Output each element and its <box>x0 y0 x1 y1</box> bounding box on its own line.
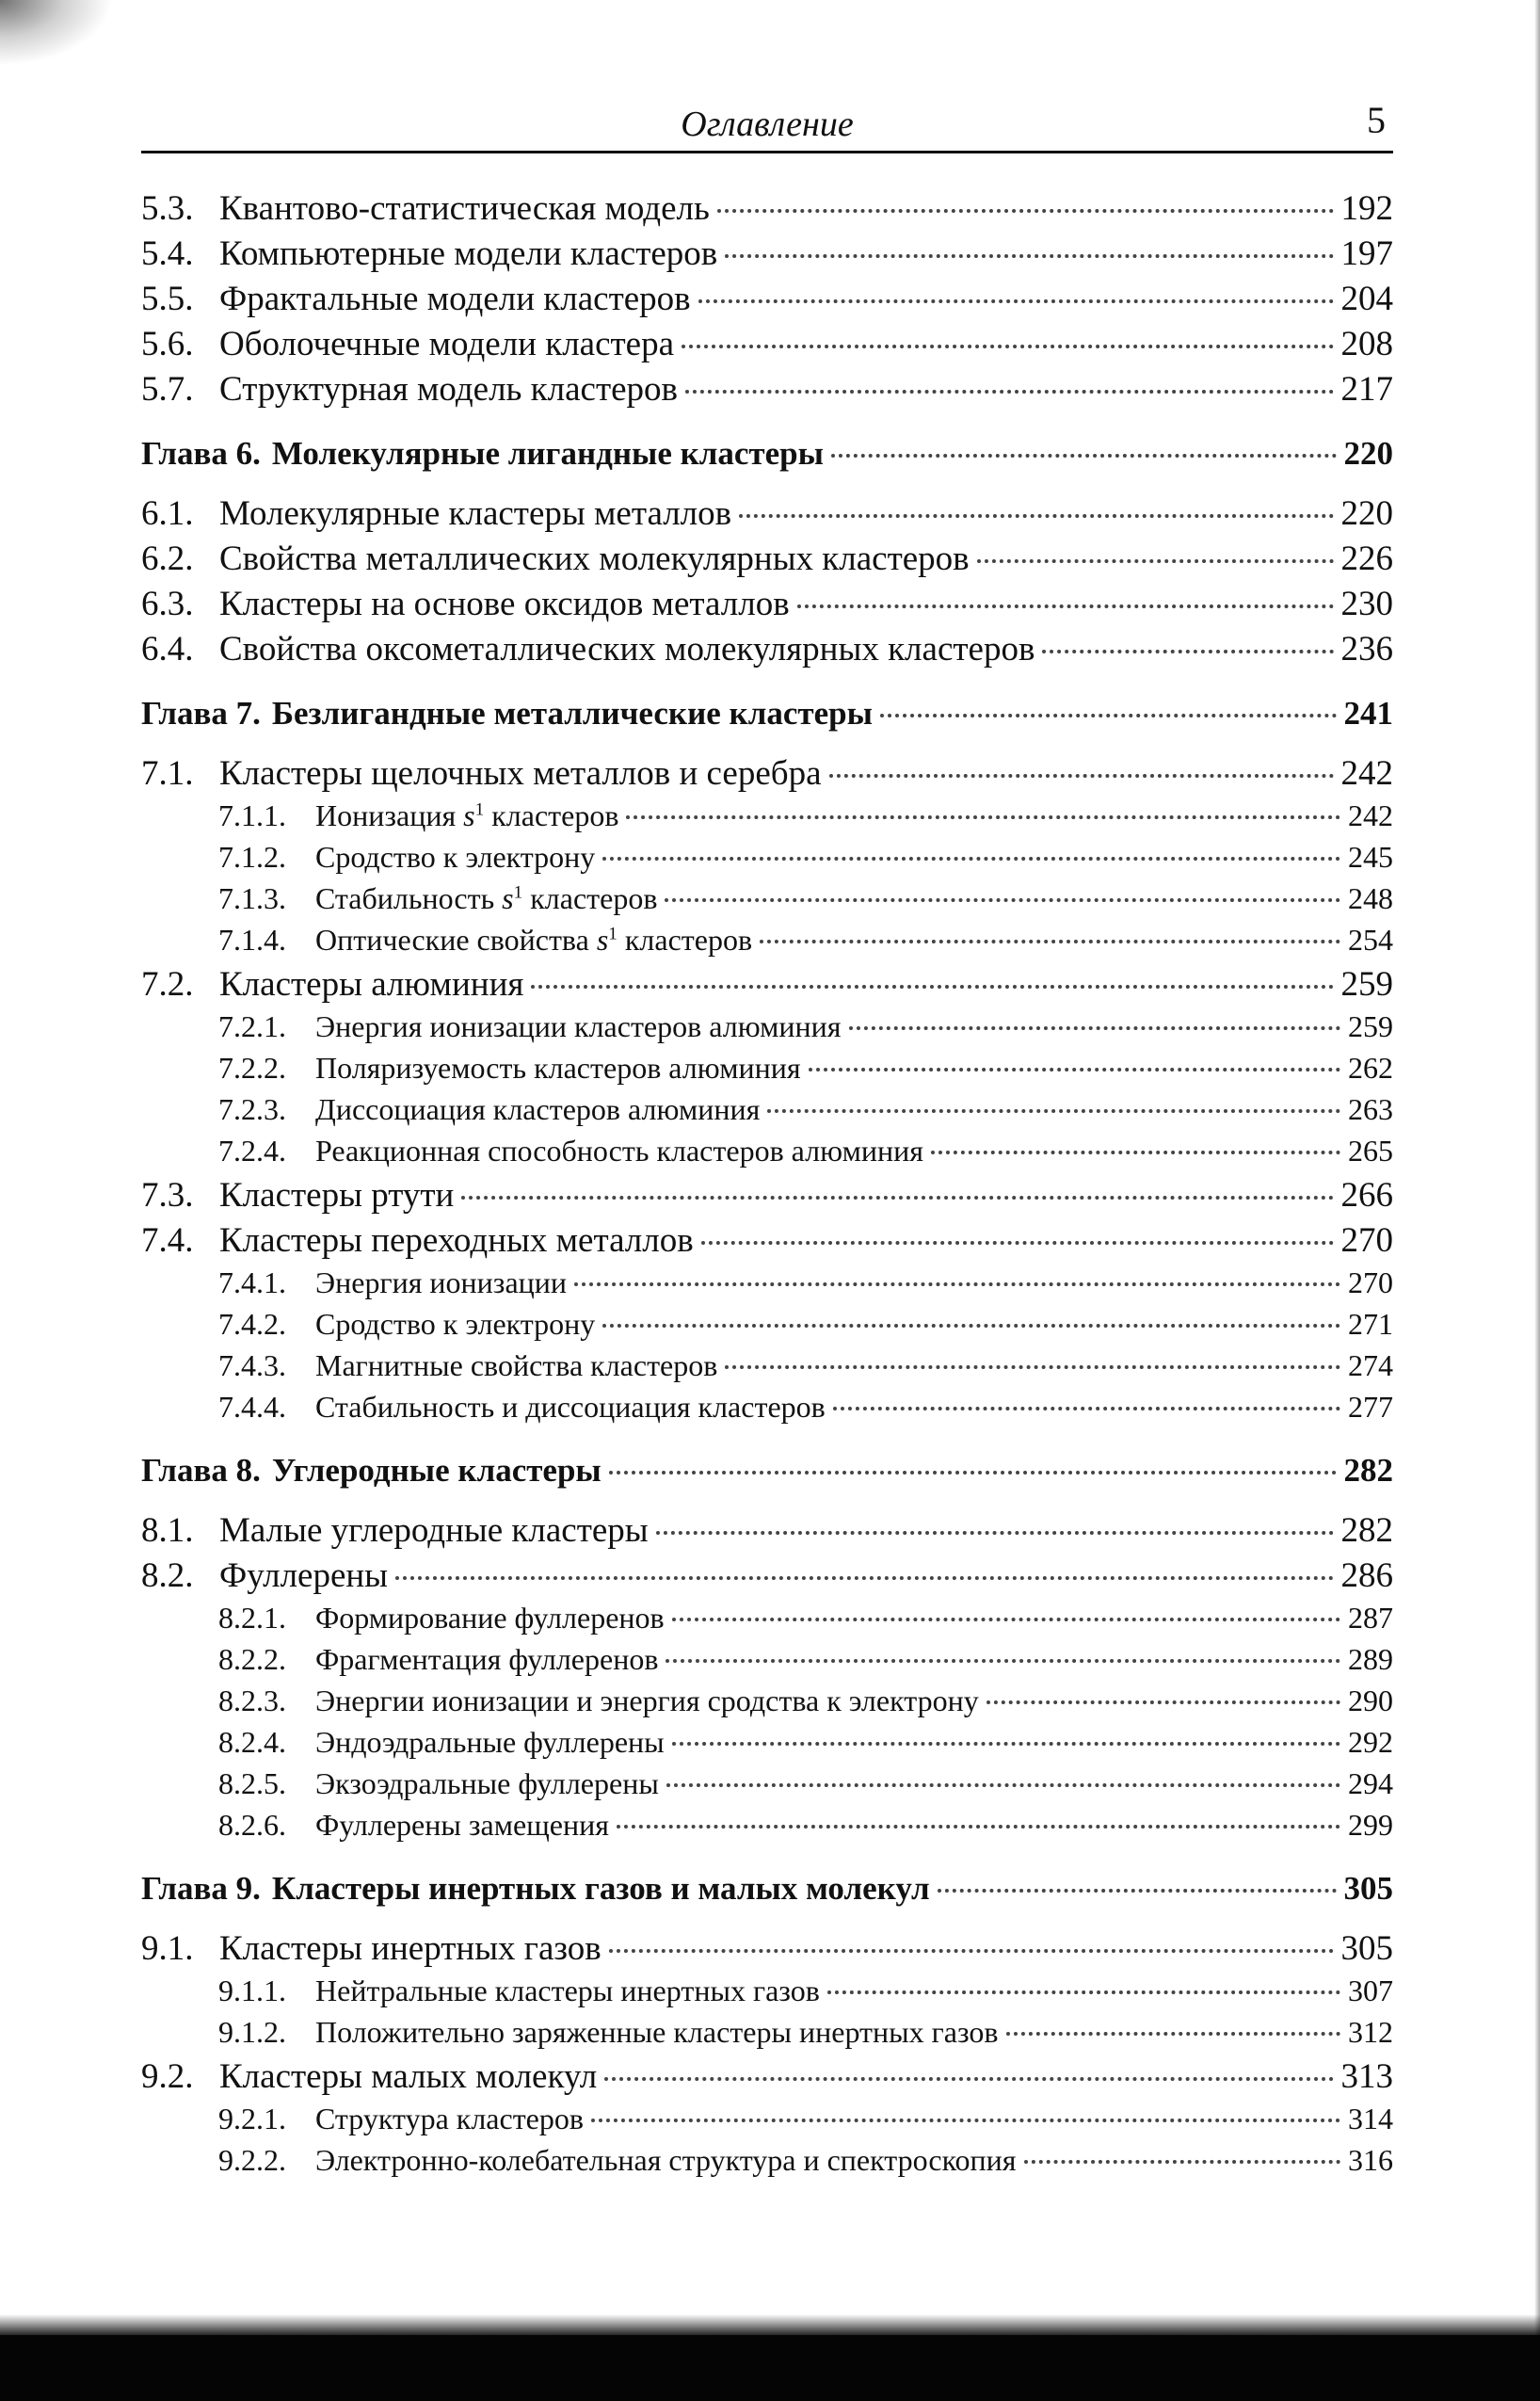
entry-number: 5.3. <box>141 189 194 228</box>
toc-entry-row <box>141 881 1393 923</box>
entry-page: 220 <box>1343 435 1393 472</box>
toc-entry-row <box>141 1974 1393 2015</box>
entry-page: 282 <box>1343 1452 1393 1489</box>
entry-title <box>315 2015 999 2050</box>
entry-title <box>219 234 717 274</box>
entry-title-text: Структурная модель кластеров <box>219 370 679 409</box>
formula-symbol: s <box>596 923 609 957</box>
entry-page: 259 <box>1340 965 1393 1004</box>
dot-leader <box>685 390 1333 394</box>
toc-entry-row <box>141 964 1393 1009</box>
toc-entry-row <box>141 1684 1393 1725</box>
entry-title <box>272 435 824 473</box>
entry-page: 230 <box>1340 585 1393 623</box>
entry-title <box>219 369 678 410</box>
entry-title-text: Оболочечные модели кластера <box>219 325 675 363</box>
entry-page: 197 <box>1340 234 1393 273</box>
entry-title-text: Свойства металлических молекулярных кластеров <box>219 540 970 578</box>
toc-chapter-row <box>141 695 1393 748</box>
entry-title <box>315 881 657 916</box>
entry-page: 192 <box>1340 189 1393 228</box>
entry-title-text: Безлигандные металлические кластеры <box>271 695 873 732</box>
entry-page: 316 <box>1348 2143 1393 2177</box>
entry-title-text: Стабильность и диссоциация кластеров <box>315 1390 826 1424</box>
dot-leader <box>665 898 1340 902</box>
toc-entry-row <box>141 2143 1393 2184</box>
entry-title-text: Компьютерные модели кластеров <box>219 234 718 273</box>
toc-entry-row <box>141 1808 1393 1849</box>
dot-leader <box>604 2077 1333 2081</box>
dot-leader <box>717 209 1334 213</box>
entry-number: 7.1.2. <box>218 840 286 874</box>
dot-leader <box>760 940 1340 943</box>
entry-title <box>315 1601 665 1636</box>
entry-number: 7.1.4. <box>218 923 286 957</box>
entry-page: 299 <box>1348 1808 1393 1842</box>
entry-number: 5.7. <box>141 370 194 409</box>
entry-title-tail: кластеров <box>491 798 619 832</box>
entry-title <box>219 629 1035 669</box>
entry-title-text: Малые углеродные кластеры <box>219 1511 649 1550</box>
toc-entry-row <box>141 1092 1393 1134</box>
entry-page: 313 <box>1340 2057 1393 2096</box>
toc-chapter-row <box>141 1870 1393 1923</box>
toc-entry-row <box>141 1220 1393 1265</box>
entry-page: 270 <box>1340 1221 1393 1260</box>
toc-entry-row <box>141 2056 1393 2102</box>
entry-page: 305 <box>1343 1870 1393 1907</box>
entry-title <box>219 188 710 229</box>
page-header <box>141 94 1393 153</box>
entry-number: 7.2. <box>141 965 194 1004</box>
entry-page: 242 <box>1348 798 1393 832</box>
dot-leader <box>849 1026 1340 1030</box>
toc-entry-row <box>141 539 1393 584</box>
entry-title <box>219 539 970 579</box>
entry-title <box>219 1555 388 1596</box>
dot-leader <box>987 1700 1340 1704</box>
entry-number: 7.1. <box>141 754 194 793</box>
entry-title-text: Положительно заряженные кластеры инертных газов <box>315 2015 999 2049</box>
entry-title <box>315 1390 826 1425</box>
toc-entry-row <box>141 629 1393 674</box>
entry-title <box>315 1134 923 1168</box>
entry-number: 6.1. <box>141 494 194 533</box>
toc-entry-row <box>141 1725 1393 1766</box>
entry-title <box>219 493 731 534</box>
entry-title-text: Диссоциация кластеров алюминия <box>315 1092 761 1126</box>
dot-leader <box>609 1471 1337 1474</box>
entry-title <box>272 1870 930 1908</box>
toc-entry-row <box>141 1601 1393 1642</box>
entry-title-text: Кластеры переходных металлов <box>219 1221 694 1260</box>
toc-entry-row <box>141 1265 1393 1307</box>
entry-page: 282 <box>1340 1511 1393 1550</box>
entry-page: 241 <box>1343 695 1393 732</box>
entry-page: 307 <box>1348 1974 1393 2007</box>
dot-leader <box>617 1825 1340 1829</box>
entry-title <box>315 1265 567 1300</box>
toc-entry-row <box>141 2015 1393 2056</box>
entry-title <box>315 1307 595 1342</box>
dot-leader <box>1042 650 1333 653</box>
entry-number: 7.2.1. <box>218 1009 286 1043</box>
toc-entry-row <box>141 840 1393 881</box>
entry-title <box>315 1725 665 1760</box>
entry-title-text: Энергии ионизации и энергия сродства к электрону <box>315 1684 979 1717</box>
entry-title-text: Формирование фуллеренов <box>315 1601 665 1635</box>
entry-title-text: Молекулярные лигандные кластеры <box>271 435 824 472</box>
entry-number: 7.1.3. <box>218 881 286 915</box>
toc-chapter-row <box>141 435 1393 488</box>
entry-page: 248 <box>1348 881 1393 915</box>
entry-number: Глава 6. <box>141 435 261 472</box>
entry-title <box>315 1642 658 1677</box>
entry-title-text: Магнитные свойства кластеров <box>315 1348 718 1382</box>
dot-leader <box>682 345 1333 348</box>
toc-entry-row <box>141 1928 1393 1974</box>
entry-number: 6.2. <box>141 540 194 578</box>
toc-entry-row <box>141 369 1393 414</box>
entry-title <box>315 1009 842 1044</box>
entry-number: 5.5. <box>141 280 194 318</box>
entry-title-text: Кластеры алюминия <box>219 965 524 1004</box>
entry-title-text: Кластеры щелочных металлов и серебра <box>219 754 822 793</box>
dot-leader <box>931 1151 1340 1154</box>
dot-leader <box>938 1889 1337 1893</box>
entry-number: 7.2.4. <box>218 1134 286 1168</box>
entry-page: 263 <box>1348 1092 1393 1126</box>
toc-entry-row <box>141 1642 1393 1684</box>
entry-title-text: Кластеры инертных газов <box>219 1929 602 1968</box>
toc-entry-row <box>141 753 1393 798</box>
entry-title <box>219 753 822 794</box>
entry-page: 270 <box>1348 1265 1393 1299</box>
entry-page: 242 <box>1340 754 1393 793</box>
entry-number: 9.2. <box>141 2057 194 2096</box>
entry-title <box>219 1175 454 1216</box>
entry-page: 220 <box>1340 494 1393 533</box>
entry-number: 6.3. <box>141 585 194 623</box>
entry-page: 265 <box>1348 1134 1393 1168</box>
entry-title <box>315 1092 760 1127</box>
entry-title <box>315 923 752 958</box>
entry-page: 266 <box>1340 1176 1393 1215</box>
toc-entry-row <box>141 188 1393 234</box>
entry-title <box>315 1051 801 1086</box>
entry-title <box>219 279 691 319</box>
toc-entry-row <box>141 584 1393 629</box>
entry-title-tail: кластеров <box>530 881 658 915</box>
entry-number: 7.2.3. <box>218 1092 286 1126</box>
entry-title <box>315 1348 717 1383</box>
entry-title <box>219 964 523 1005</box>
entry-number: 9.2.1. <box>218 2102 286 2135</box>
entry-number: 7.4. <box>141 1221 194 1260</box>
dot-leader <box>977 559 1334 563</box>
formula-symbol: s <box>463 798 475 832</box>
dot-leader <box>1024 2160 1341 2164</box>
entry-number: Глава 7. <box>141 695 261 732</box>
toc-entry-row <box>141 1307 1393 1348</box>
entry-number: 9.1. <box>141 1929 194 1968</box>
entry-number: 7.4.3. <box>218 1348 286 1382</box>
entry-number: Глава 9. <box>141 1870 261 1907</box>
entry-page: 226 <box>1340 540 1393 578</box>
dot-leader <box>666 1783 1340 1787</box>
entry-number: 5.6. <box>141 325 194 363</box>
dot-leader <box>602 1324 1340 1328</box>
entry-title-text: Фрагментация фуллеренов <box>315 1642 659 1676</box>
entry-page: 262 <box>1348 1051 1393 1085</box>
entry-title-text: Электронно-колебательная структура и спектроскопия <box>315 2143 1017 2177</box>
entry-page: 217 <box>1340 370 1393 409</box>
dot-leader <box>725 1365 1340 1369</box>
entry-page: 204 <box>1340 280 1393 318</box>
entry-number: 8.2. <box>141 1556 194 1595</box>
scan-bottom-edge <box>0 2335 1540 2401</box>
entry-title <box>315 2143 1017 2178</box>
entry-page: 290 <box>1348 1684 1393 1717</box>
entry-title <box>219 1220 694 1261</box>
formula-symbol: s <box>502 881 514 915</box>
dot-leader <box>725 254 1333 258</box>
dot-leader <box>701 1241 1334 1245</box>
entry-title <box>315 2102 584 2136</box>
entry-title-text: Углеродные кластеры <box>271 1452 602 1489</box>
entry-title <box>219 1510 649 1551</box>
entry-title <box>219 2056 597 2097</box>
running-title: Оглавление <box>681 105 854 144</box>
toc-entry-row <box>141 1348 1393 1390</box>
entry-title-text: Кластеры на основе оксидов металлов <box>219 585 790 623</box>
entry-page: 294 <box>1348 1766 1393 1800</box>
entry-number: 7.4.2. <box>218 1307 286 1341</box>
entry-page: 259 <box>1348 1009 1393 1043</box>
entry-number: 5.4. <box>141 234 194 273</box>
entry-title-text: Сродство к электрону <box>315 840 596 874</box>
dot-leader <box>591 2119 1340 2122</box>
entry-number: 7.4.1. <box>218 1265 286 1299</box>
toc-entry-row <box>141 279 1393 324</box>
toc-entry-row <box>141 798 1393 840</box>
entry-number: 8.2.3. <box>218 1684 286 1717</box>
entry-title-text: Ионизация <box>315 798 457 832</box>
toc-chapter-row <box>141 1452 1393 1505</box>
entry-title-text: Квантово-статистическая модель <box>219 189 710 228</box>
toc-entry-row <box>141 1051 1393 1092</box>
table-of-contents <box>141 188 1393 2184</box>
entry-title-text: Свойства оксометаллических молекулярных кластеров <box>219 630 1035 669</box>
entry-title-text: Оптические свойства <box>315 923 589 957</box>
entry-title <box>315 1766 659 1801</box>
entry-number: 8.2.4. <box>218 1725 286 1759</box>
toc-entry-row <box>141 1175 1393 1220</box>
entry-page: 289 <box>1348 1642 1393 1676</box>
entry-title-text: Экзоэдральные фуллерены <box>315 1766 659 1800</box>
entry-title <box>219 584 790 624</box>
toc-entry-row <box>141 2102 1393 2143</box>
scan-corner-shadow <box>0 0 113 66</box>
entry-page: 305 <box>1340 1929 1393 1968</box>
entry-number: 8.2.6. <box>218 1808 286 1842</box>
toc-entry-row <box>141 1555 1393 1601</box>
entry-page: 287 <box>1348 1601 1393 1635</box>
entry-title <box>315 798 618 833</box>
dot-leader <box>609 1949 1334 1953</box>
entry-title-text: Энергия ионизации кластеров алюминия <box>315 1009 842 1043</box>
entry-title-text: Кластеры инертных газов и малых молекул <box>271 1870 930 1907</box>
entry-title-tail: кластеров <box>624 923 753 957</box>
entry-number: 9.1.2. <box>218 2015 286 2049</box>
dot-leader <box>827 1990 1340 1994</box>
dot-leader <box>666 1659 1340 1663</box>
entry-page: 312 <box>1348 2015 1393 2049</box>
entry-number: 8.2.2. <box>218 1642 286 1676</box>
dot-leader <box>574 1282 1340 1286</box>
entry-title-text: Фуллерены замещения <box>315 1808 609 1842</box>
dot-leader <box>531 985 1333 989</box>
dot-leader <box>1006 2032 1340 2036</box>
dot-leader <box>395 1576 1333 1580</box>
dot-leader <box>672 1618 1340 1621</box>
toc-entry-row <box>141 234 1393 279</box>
entry-title-text: Фрактальные модели кластеров <box>219 280 691 318</box>
entry-title-text: Энергия ионизации <box>315 1265 568 1299</box>
dot-leader <box>833 1407 1340 1410</box>
entry-title-text: Кластеры малых молекул <box>219 2057 598 2096</box>
dot-leader <box>739 514 1333 518</box>
entry-number: 7.4.4. <box>218 1390 286 1424</box>
entry-page: 208 <box>1340 325 1393 363</box>
entry-number: 9.1.1. <box>218 1974 286 2007</box>
entry-number: 8.2.5. <box>218 1766 286 1800</box>
dot-leader <box>809 1068 1340 1072</box>
entry-number: 8.1. <box>141 1511 194 1550</box>
entry-title-text: Фуллерены <box>219 1556 389 1595</box>
scan-edge-shadow <box>1534 0 1540 2335</box>
entry-title-text: Реакционная способность кластеров алюминия <box>315 1134 923 1168</box>
toc-entry-row <box>141 1134 1393 1175</box>
entry-number: 9.2.2. <box>218 2143 286 2177</box>
entry-title-text: Кластеры ртути <box>219 1176 455 1215</box>
toc-entry-row <box>141 1510 1393 1555</box>
formula-superscript: 1 <box>608 924 618 944</box>
entry-page: 274 <box>1348 1348 1393 1382</box>
entry-title <box>219 1928 602 1969</box>
entry-title-text: Поляризуемость кластеров алюминия <box>315 1051 801 1085</box>
entry-page: 292 <box>1348 1725 1393 1759</box>
dot-leader <box>829 774 1334 778</box>
entry-page: 277 <box>1348 1390 1393 1424</box>
dot-leader <box>797 604 1334 608</box>
entry-page: 314 <box>1348 2102 1393 2135</box>
entry-number: 7.3. <box>141 1176 194 1215</box>
entry-page: 245 <box>1348 840 1393 874</box>
dot-leader <box>831 454 1337 458</box>
dot-leader <box>698 299 1334 303</box>
formula-superscript: 1 <box>513 882 523 903</box>
toc-entry-row <box>141 923 1393 964</box>
entry-title-text: Стабильность <box>315 881 495 915</box>
entry-title <box>315 1974 820 2008</box>
toc-entry-row <box>141 493 1393 539</box>
entry-page: 236 <box>1340 630 1393 669</box>
formula-superscript: 1 <box>474 799 485 820</box>
page-number: 5 <box>1367 99 1386 141</box>
entry-page: 271 <box>1348 1307 1393 1341</box>
dot-leader <box>656 1531 1334 1535</box>
dot-leader <box>880 714 1337 717</box>
dot-leader <box>767 1109 1340 1113</box>
toc-entry-row <box>141 1390 1393 1431</box>
toc-entry-row <box>141 1009 1393 1051</box>
entry-title <box>272 695 873 733</box>
entry-title-text: Молекулярные кластеры металлов <box>219 494 732 533</box>
entry-title <box>315 1684 979 1718</box>
entry-number: 7.2.2. <box>218 1051 286 1085</box>
entry-number: 6.4. <box>141 630 194 669</box>
entry-number: Глава 8. <box>141 1452 261 1489</box>
entry-page: 286 <box>1340 1556 1393 1595</box>
entry-title <box>219 324 674 364</box>
entry-number: 7.1.1. <box>218 798 286 832</box>
entry-title-text: Сродство к электрону <box>315 1307 596 1341</box>
dot-leader <box>461 1196 1333 1200</box>
dot-leader <box>602 857 1340 861</box>
entry-number: 8.2.1. <box>218 1601 286 1635</box>
entry-title-text: Структура кластеров <box>315 2102 584 2135</box>
dot-leader <box>672 1742 1340 1746</box>
entry-title <box>315 1808 609 1843</box>
toc-entry-row <box>141 1766 1393 1808</box>
entry-page: 254 <box>1348 923 1393 957</box>
toc-entry-row <box>141 324 1393 369</box>
dot-leader <box>626 815 1340 819</box>
entry-title-text: Эндоэдральные фуллерены <box>315 1725 665 1759</box>
entry-title <box>315 840 595 875</box>
entry-title <box>272 1452 602 1490</box>
entry-title-text: Нейтральные кластеры инертных газов <box>315 1974 820 2007</box>
